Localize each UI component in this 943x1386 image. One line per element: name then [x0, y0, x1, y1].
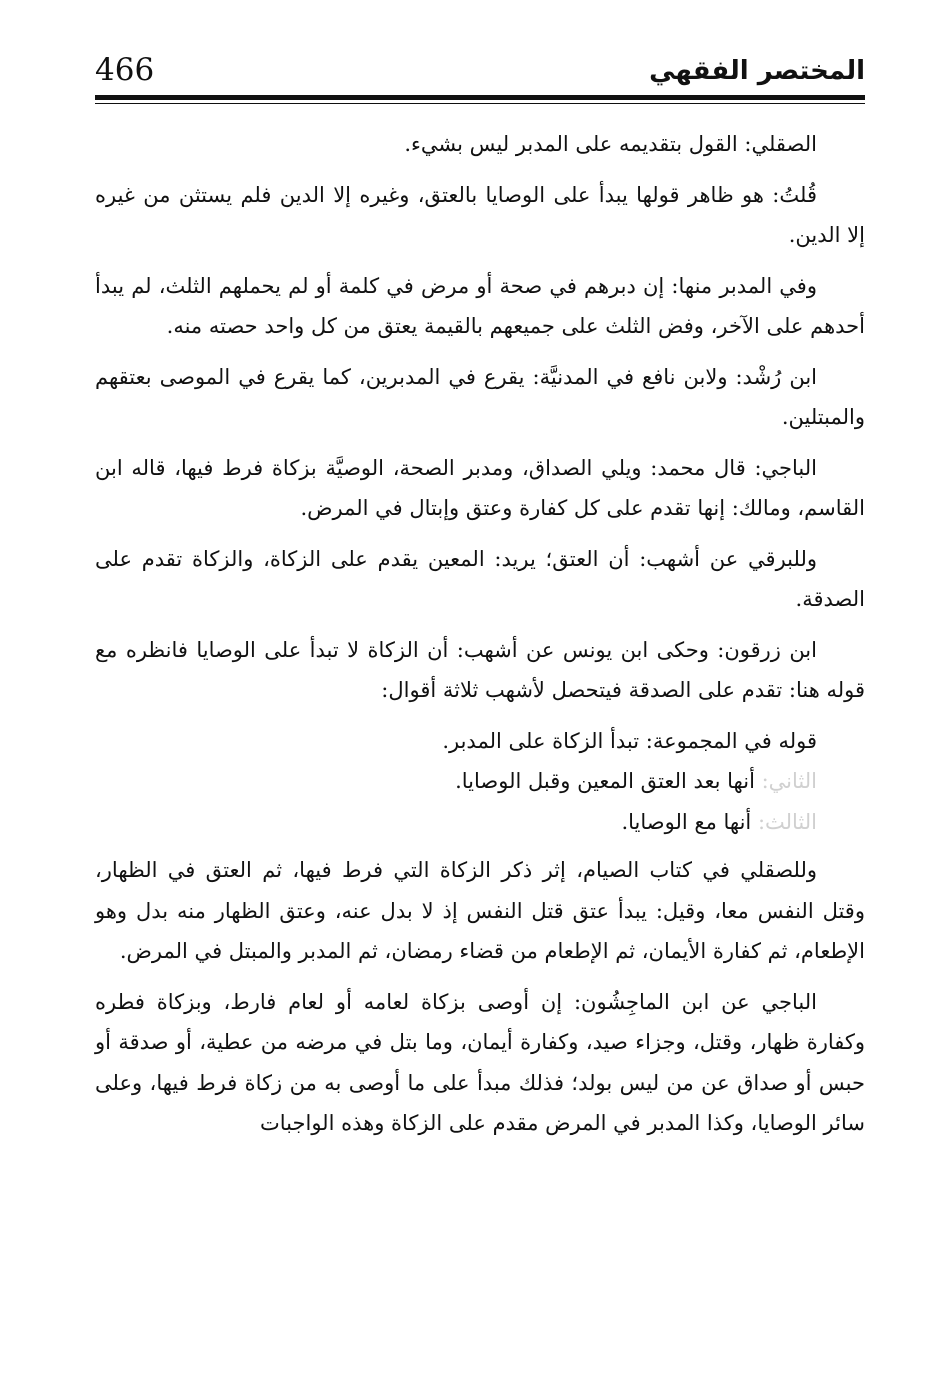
- list-item: [95, 761, 865, 802]
- page-number: 466: [95, 52, 155, 88]
- paragraph: وفي المدبر منها: إن دبرهم في صحة أو مرض في كلمة أو لم يحملهم الثلث، لم يبدأ أحدهم على الآخر، وفض الثلث على جميعهم بالقيمة يعتق من كل واحد حصته منه.: [95, 273, 865, 338]
- list-item-text: قوله في المجموعة: تبدأ الزكاة على المدبر.: [442, 728, 817, 753]
- paragraph: وللبرقي عن أشهب: أن العتق؛ يريد: المعين يقدم على الزكاة، والزكاة تقدم على الصدقة.: [95, 546, 865, 611]
- paragraph: الصقلي: القول بتقديمه على المدبر ليس بشيء.: [404, 132, 817, 156]
- header-rule-thick: [95, 95, 865, 100]
- body-text: [95, 124, 865, 1154]
- list-item-label: الثاني:: [761, 769, 817, 793]
- list-item-text: أنها مع الوصايا.: [621, 809, 752, 834]
- header-rule-thin: [95, 103, 865, 104]
- paragraph: الباجي عن ابن الماجِشُون: إن أوصى بزكاة لعامه أو لعام فارط، وبزكاة فطره وكفارة ظهار، وقتل، وجزاء صيد، وكفارة أيمان، وما بتل في مرضه من عطية، أو صدقة أو حبس أو صداق عن من ليس بولد؛ فذلك مبدأ على ما أوصى به من زكاة فرط فيها، وعلى سائر الوصايا، وكذا المدبر في المرض مقدم على الزكاة وهذه الواجبات: [95, 989, 865, 1135]
- paragraph: قُلتُ: هو ظاهر قولها يبدأ على الوصايا بالعتق، وغيره إلا الدين فلم يستثن من غيره إلا الدين.: [95, 182, 865, 247]
- list-item: [95, 802, 865, 843]
- paragraph: الباجي: قال محمد: ويلي الصداق، ومدبر الصحة، الوصيَّة بزكاة فرط فيها، قاله ابن القاسم، ومالك: إنها تقدم على كل كفارة وعتق وإبتال في المرض.: [95, 455, 865, 520]
- list-item-label: الثالث:: [757, 809, 817, 834]
- book-title: المختصر الفقهي: [649, 56, 865, 86]
- paragraph: ابن رُشْد: ولابن نافع في المدنيَّة: يقرع في المدبرين، كما يقرع في الموصى بعتقهم والمبتلين.: [95, 364, 865, 429]
- paragraph: وللصقلي في كتاب الصيام، إثر ذكر الزكاة التي فرط فيها، ثم العتق في الظهار، وقتل النفس معا، وقيل: يبدأ عتق قتل النفس إذ لا بدل عنه، وعتق الظهار منه بدل وهو الإطعام، ثم كفارة الأيمان، ثم الإطعام من قضاء رمضان، ثم المدبر والمبتل في المرض.: [95, 858, 865, 963]
- paragraph: ابن زرقون: وحكى ابن يونس عن أشهب: أن الزكاة لا تبدأ على الوصايا فانظره مع قوله هنا: تقدم على الصدقة فيتحصل لأشهب ثلاثة أقوال:: [95, 637, 865, 702]
- list-item: [95, 721, 865, 762]
- list-item-text: أنها بعد العتق المعين وقبل الوصايا.: [455, 769, 755, 793]
- page-header: [95, 52, 865, 94]
